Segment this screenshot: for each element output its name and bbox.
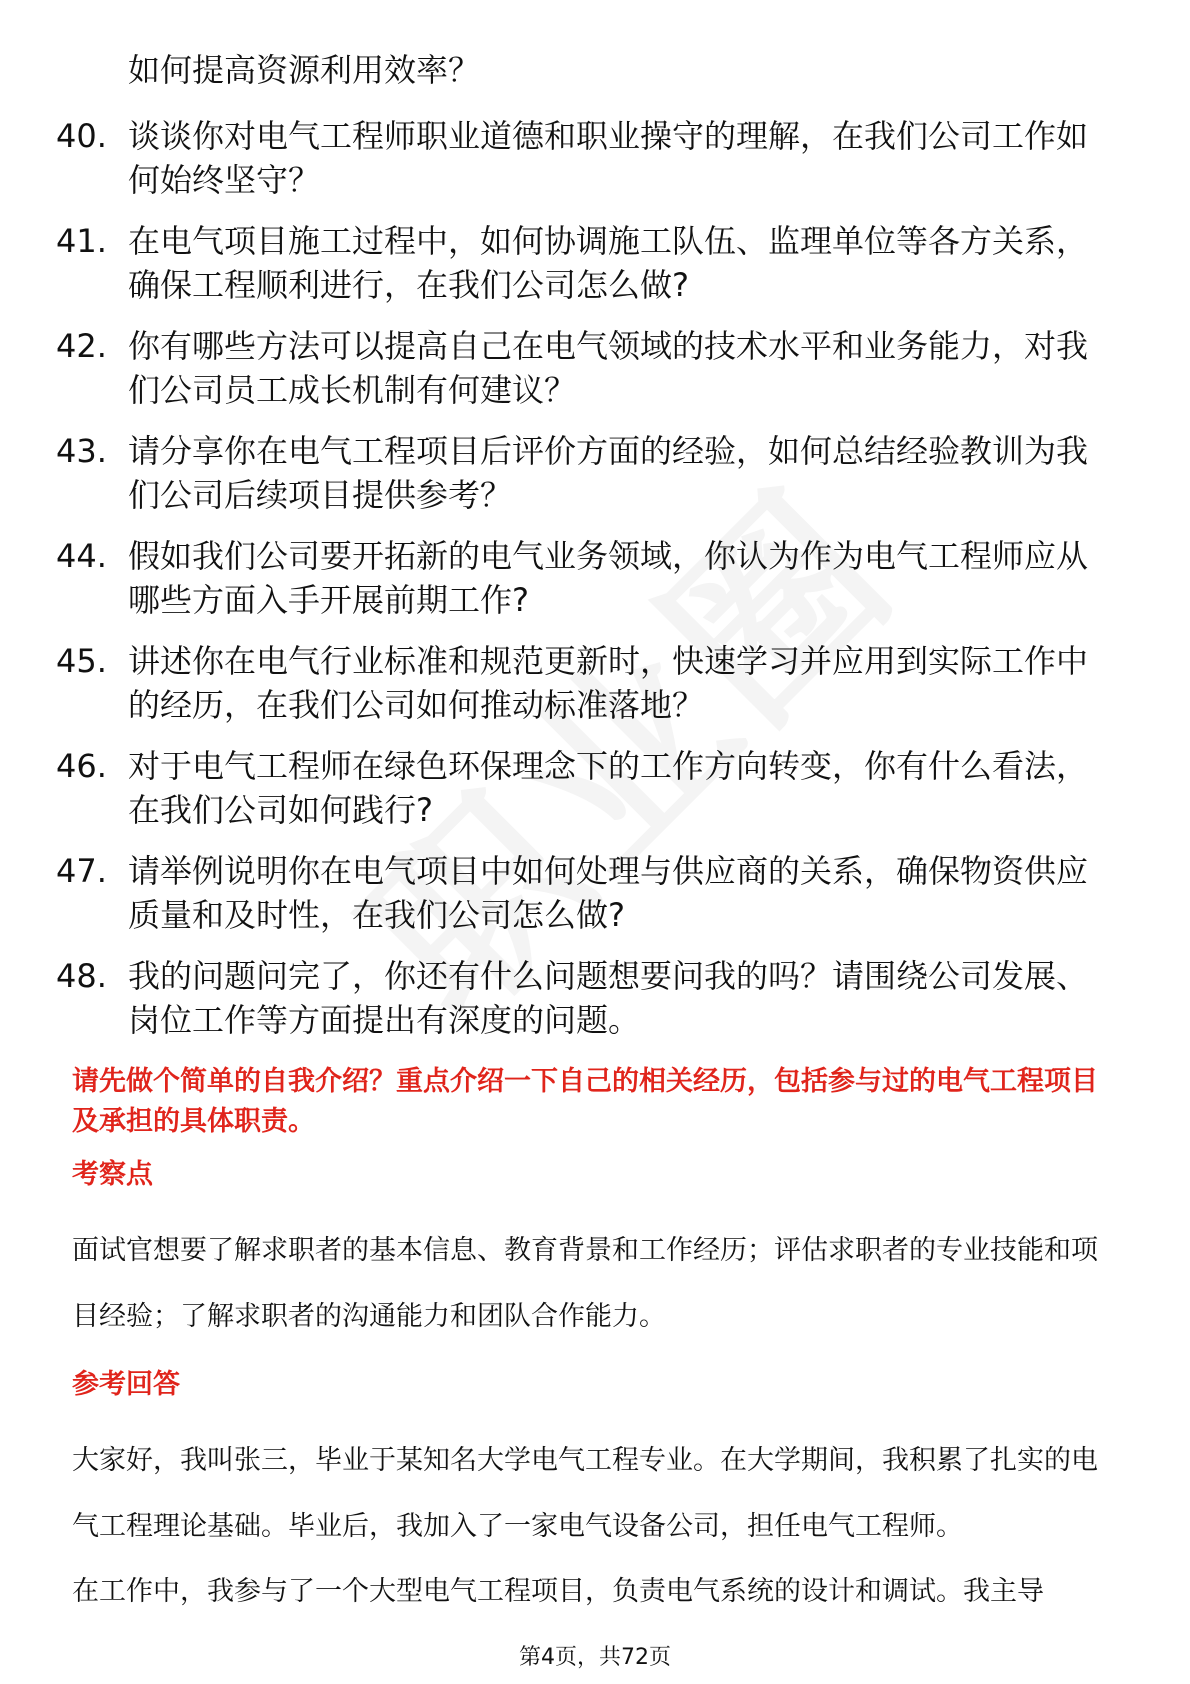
question-text: 假如我们公司要开拓新的电气业务领域，你认为作为电气工程师应从哪些方面入手开展前期工作? (128, 537, 1089, 619)
question-text: 你有哪些方法可以提高自己在电气领域的技术水平和业务能力，对我们公司员工成长机制有何建议？ (128, 327, 1089, 409)
question-item (56, 954, 1116, 1042)
question-text: 讲述你在电气行业标准和规范更新时，快速学习并应用到实际工作中的经历，在我们公司如何推动标准落地？ (128, 642, 1089, 724)
question-text: 请分享你在电气工程项目后评价方面的经验，如何总结经验教训为我们公司后续项目提供参考？ (128, 432, 1089, 514)
question-item (56, 114, 1116, 202)
page-footer: 第4页，共72页 (519, 1645, 671, 1670)
question-item (56, 849, 1116, 937)
question-number: 46. (56, 747, 107, 785)
question-text: 在电气项目施工过程中，如何协调施工队伍、监理单位等各方关系，确保工程顺利进行，在我们公司怎么做? (128, 222, 1089, 304)
focus-text: 面试官想要了解求职者的基本信息、教育背景和工作经历；评估求职者的专业技能和项目经验；了解求职者的沟通能力和团队合作能力。 (72, 1235, 1098, 1332)
question-text: 对于电气工程师在绿色环保理念下的工作方向转变，你有什么看法，在我们公司如何践行? (128, 747, 1089, 829)
answer-heading: 参考回答 (72, 1369, 180, 1400)
question-item (56, 639, 1116, 727)
question-number: 47. (56, 852, 107, 890)
question-item (56, 429, 1116, 517)
question-item (56, 219, 1116, 307)
question-item (56, 534, 1116, 622)
question-number: 40. (56, 117, 107, 155)
question-number: 43. (56, 432, 107, 470)
question-text: 请举例说明你在电气项目中如何处理与供应商的关系，确保物资供应质量和及时性，在我们公司怎么做? (128, 852, 1089, 934)
question-number: 44. (56, 537, 107, 575)
question-number: 42. (56, 327, 107, 365)
focus-heading: 考察点 (72, 1159, 153, 1190)
answer-paragraph-2: 在工作中，我参与了一个大型电气工程项目，负责电气系统的设计和调试。我主导 (72, 1576, 1044, 1607)
question-number: 45. (56, 642, 107, 680)
question-number: 41. (56, 222, 107, 260)
question-item (56, 744, 1116, 832)
question-continuation: 如何提高资源利用效率？ (128, 51, 481, 89)
answer-paragraph-1: 大家好，我叫张三，毕业于某知名大学电气工程专业。在大学期间，我积累了扎实的电气工程理论基础。毕业后，我加入了一家电气设备公司，担任电气工程师。 (72, 1445, 1098, 1542)
question-number: 48. (56, 957, 107, 995)
question-text: 谈谈你对电气工程师职业道德和职业操守的理解，在我们公司工作如何始终坚守？ (128, 117, 1089, 199)
question-text: 我的问题问完了，你还有什么问题想要问我的吗？请围绕公司发展、岗位工作等方面提出有深度的问题。 (128, 957, 1089, 1039)
section-question-title: 请先做个简单的自我介绍？重点介绍一下自己的相关经历，包括参与过的电气工程项目及承担的具体职责。 (72, 1066, 1098, 1137)
question-item (56, 324, 1116, 412)
question-list (56, 114, 1116, 1059)
